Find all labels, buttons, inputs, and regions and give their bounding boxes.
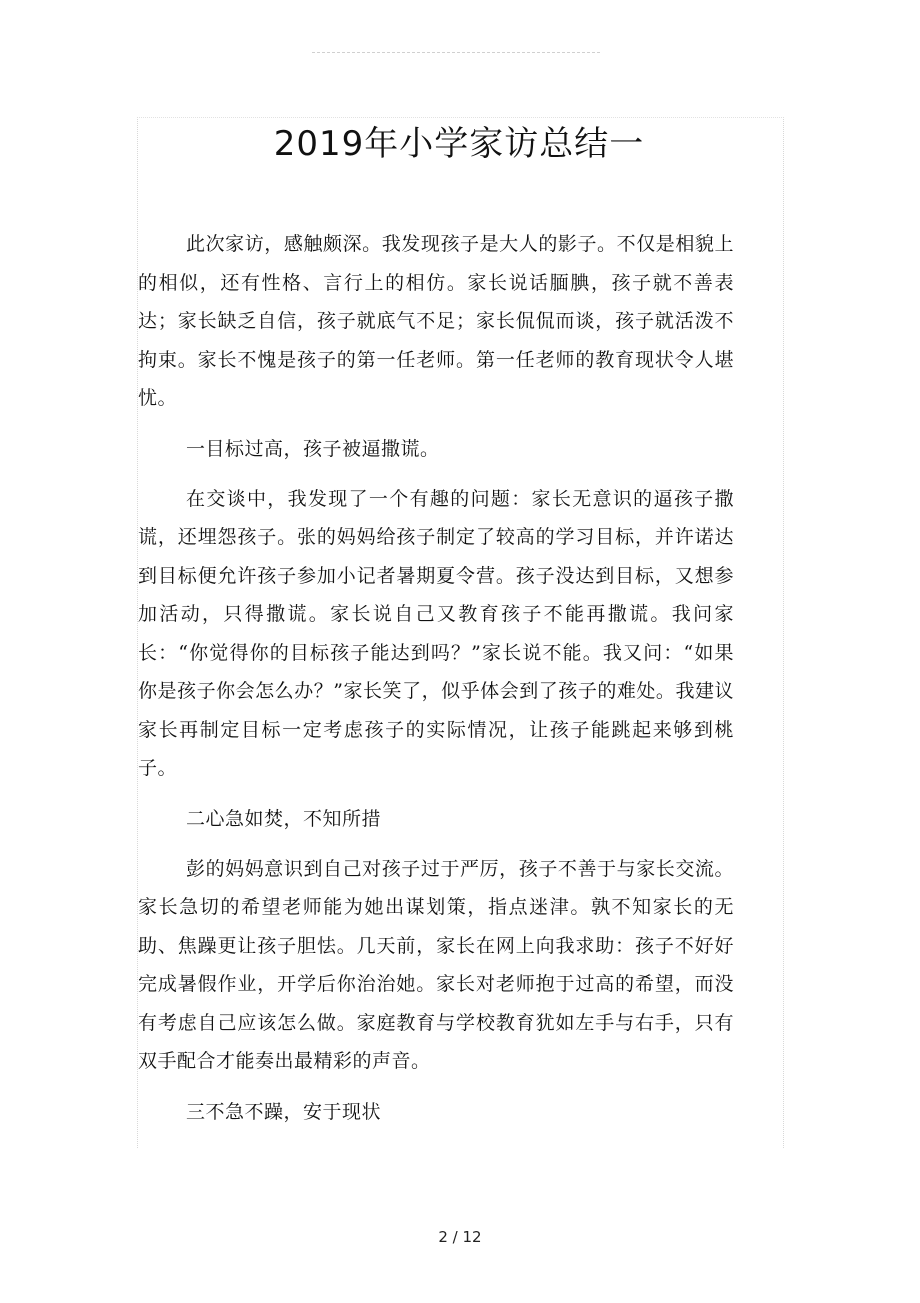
section-heading-2: 二心急如焚，不知所措 [186,807,382,830]
document-title: 2019年小学家访总结一 [273,124,645,164]
paragraph-intro: 此次家访，感触颇深。我发现孩子是大人的影子。不仅是相貌上的相似，还有性格、言行上的相仿。家长说话腼腆，孩子就不善表达；家长缺乏自信，孩子就底气不足；家长侃侃而谈，孩子就活泼不拘束。家长不愧是孩子的第一任老师。第一任老师的教育现状令人堪忧。 [138,233,734,409]
paragraph-section-2: 彭的妈妈意识到自己对孩子过于严厉，孩子不善于与家长交流。家长急切的希望老师能为她出谋划策，指点迷津。孰不知家长的无助、焦躁更让孩子胆怯。几天前，家长在网上向我求助：孩子不好好完成暑假作业，开学后你治治她。家长对老师抱于过高的希望，而没有考虑自己应该怎么做。家庭教育与学校教育犹如左手与右手，只有双手配合才能奏出最精彩的声音。 [138,857,734,1072]
header-rule [312,52,600,53]
paragraph-section-1: 在交谈中，我发现了一个有趣的问题：家长无意识的逼孩子撒谎，还埋怨孩子。张的妈妈给孩子制定了较高的学习目标，并许诺达到目标便允许孩子参加小记者暑期夏令营。孩子没达到目标，又想参加活动，只得撒谎。家长说自己又教育孩子不能再撒谎。我问家长：“你觉得你的目标孩子能达到吗？”家长说不能。我又问：“如果你是孩子你会怎么办？”家长笑了，似乎体会到了孩子的难处。我建议家长再制定目标一定考虑孩子的实际情况，让孩子能跳起来够到桃子。 [138,487,734,779]
section-heading-1: 一目标过高，孩子被逼撒谎。 [186,437,440,460]
document-body [138,118,734,1143]
page-number: 2 / 12 [438,1228,482,1246]
section-heading-3: 三不急不躁，安于现状 [186,1100,382,1123]
